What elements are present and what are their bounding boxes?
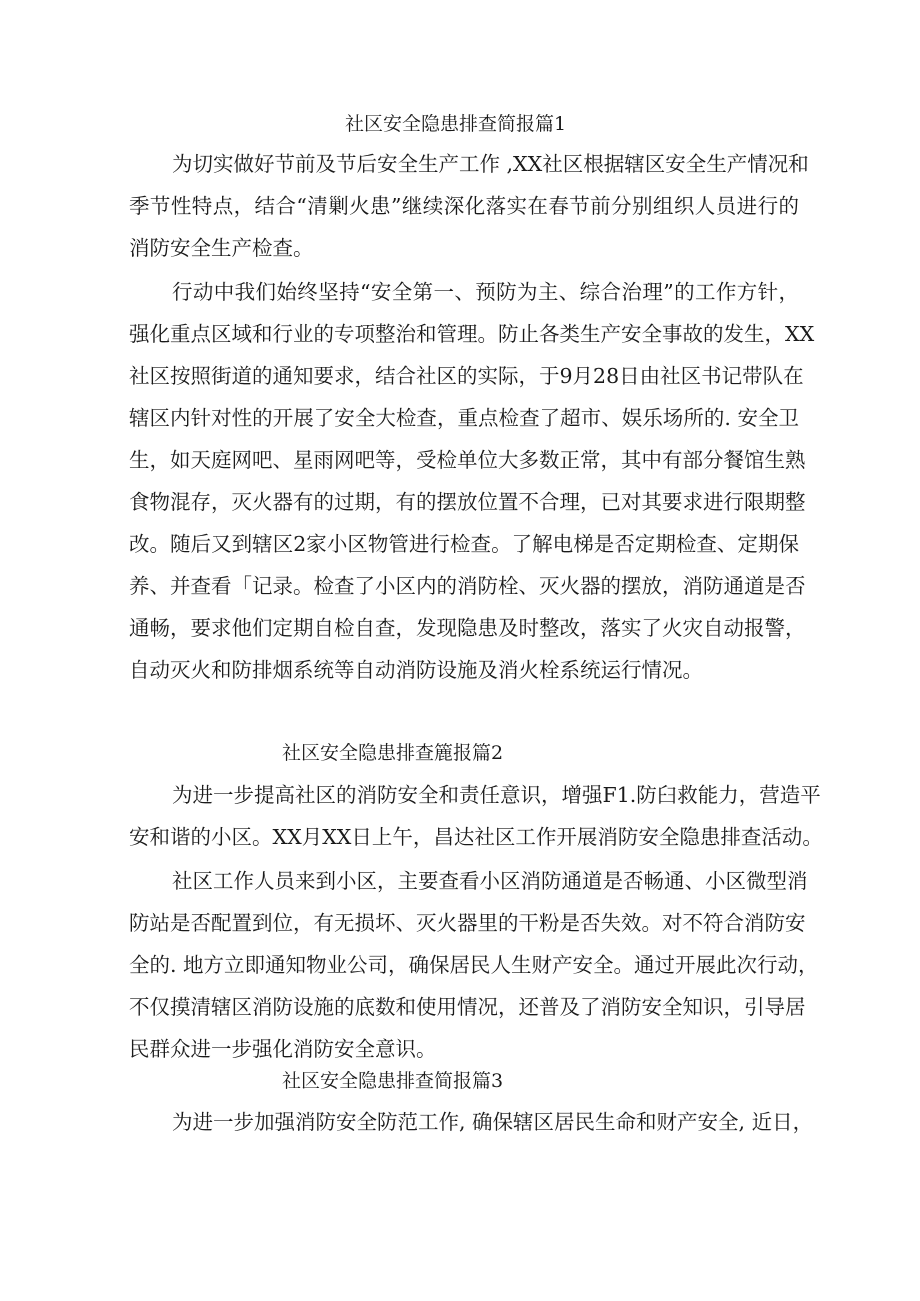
- article-2-line-1: 为进一步提高社区的消防安全和责任意识，增强F1.防臼救能力，营造平: [172, 783, 821, 807]
- article-1-line-10: 改。随后又到辖区2家小区物管进行检查。了解电梯是否定期检查、定期保: [129, 532, 799, 556]
- article-2-title: 社区安全隐患排查簏报篇2: [282, 742, 504, 764]
- article-2-line-7: 民群众进一步强化消防安全意识。: [129, 1037, 437, 1061]
- article-1-line-4: 行动中我们始终坚持“安全第一、预防为主、综合治理”的工作方针，: [172, 280, 799, 304]
- article-1-line-5: 强化重点区域和行业的专项整治和管理。防止各类生产安全事故的发生，XX: [129, 322, 815, 346]
- article-1-line-11: 养、并查看「记录。检查了小区内的消防栓、灭火器的摆放，消防通道是否: [129, 574, 806, 598]
- article-3-title: 社区安全隐患排查简报篇3: [282, 1070, 504, 1092]
- article-1-line-7: 辖区内针对性的开展了安全大检查，重点检查了超市、娱乐场所的. 安全卫: [129, 406, 799, 430]
- article-1-line-12: 通畅，要求他们定期自检自查，发现隐患及时整改，落实了火灾自动报警，: [129, 616, 806, 640]
- article-2-line-3: 社区工作人员来到小区，主要查看小区消防通道是否畅通、小区微型消: [172, 869, 808, 893]
- article-3-line-1: 为进一步加强消防安全防范工作, 确保辖区居民生命和财产安全, 近日，: [172, 1110, 814, 1134]
- article-1-line-6: 社区按照街道的通知要求，结合社区的实际，于9月28日由社区书记带队在: [129, 364, 804, 388]
- article-1-line-3: 消防安全生产检查。: [129, 236, 314, 260]
- article-2-line-6: 不仅摸清辖区消防设施的底数和使用情况，还普及了消防安全知识，引导居: [129, 995, 806, 1019]
- article-2-line-5: 全的. 地方立即通知物业公司，确保居民人生财产安全。通过开展此次行动，: [129, 953, 819, 977]
- article-1-line-13: 自动灭火和防排烟系统等自动消防设施及消火栓系统运行情况。: [129, 658, 703, 682]
- article-1-title: 社区安全隐患排查简报篇1: [345, 113, 567, 135]
- article-2-line-2: 安和谐的小区。XX月XX日上午，昌达社区工作开展消防安全隐患排查活动。: [129, 825, 823, 849]
- article-2-line-4: 防站是否配置到位，有无损坏、灭火器里的干粉是否失效。对不符合消防安: [129, 911, 806, 935]
- article-1-line-1: 为切实做好节前及节后安全生产工作 ,XX社区根据辖区安全生产情况和: [172, 152, 809, 176]
- article-1-line-8: 生，如天庭网吧、星雨网吧等，受检单位大多数正常，其中有部分餐馆生熟: [129, 448, 806, 472]
- article-1-line-2: 季节性特点，结合“清剿火患”继续深化落实在春节前分别组织人员进行的: [129, 194, 799, 218]
- article-1-line-9: 食物混存，灭火器有的过期，有的摆放位置不合理，已对其要求进行限期整: [129, 490, 806, 514]
